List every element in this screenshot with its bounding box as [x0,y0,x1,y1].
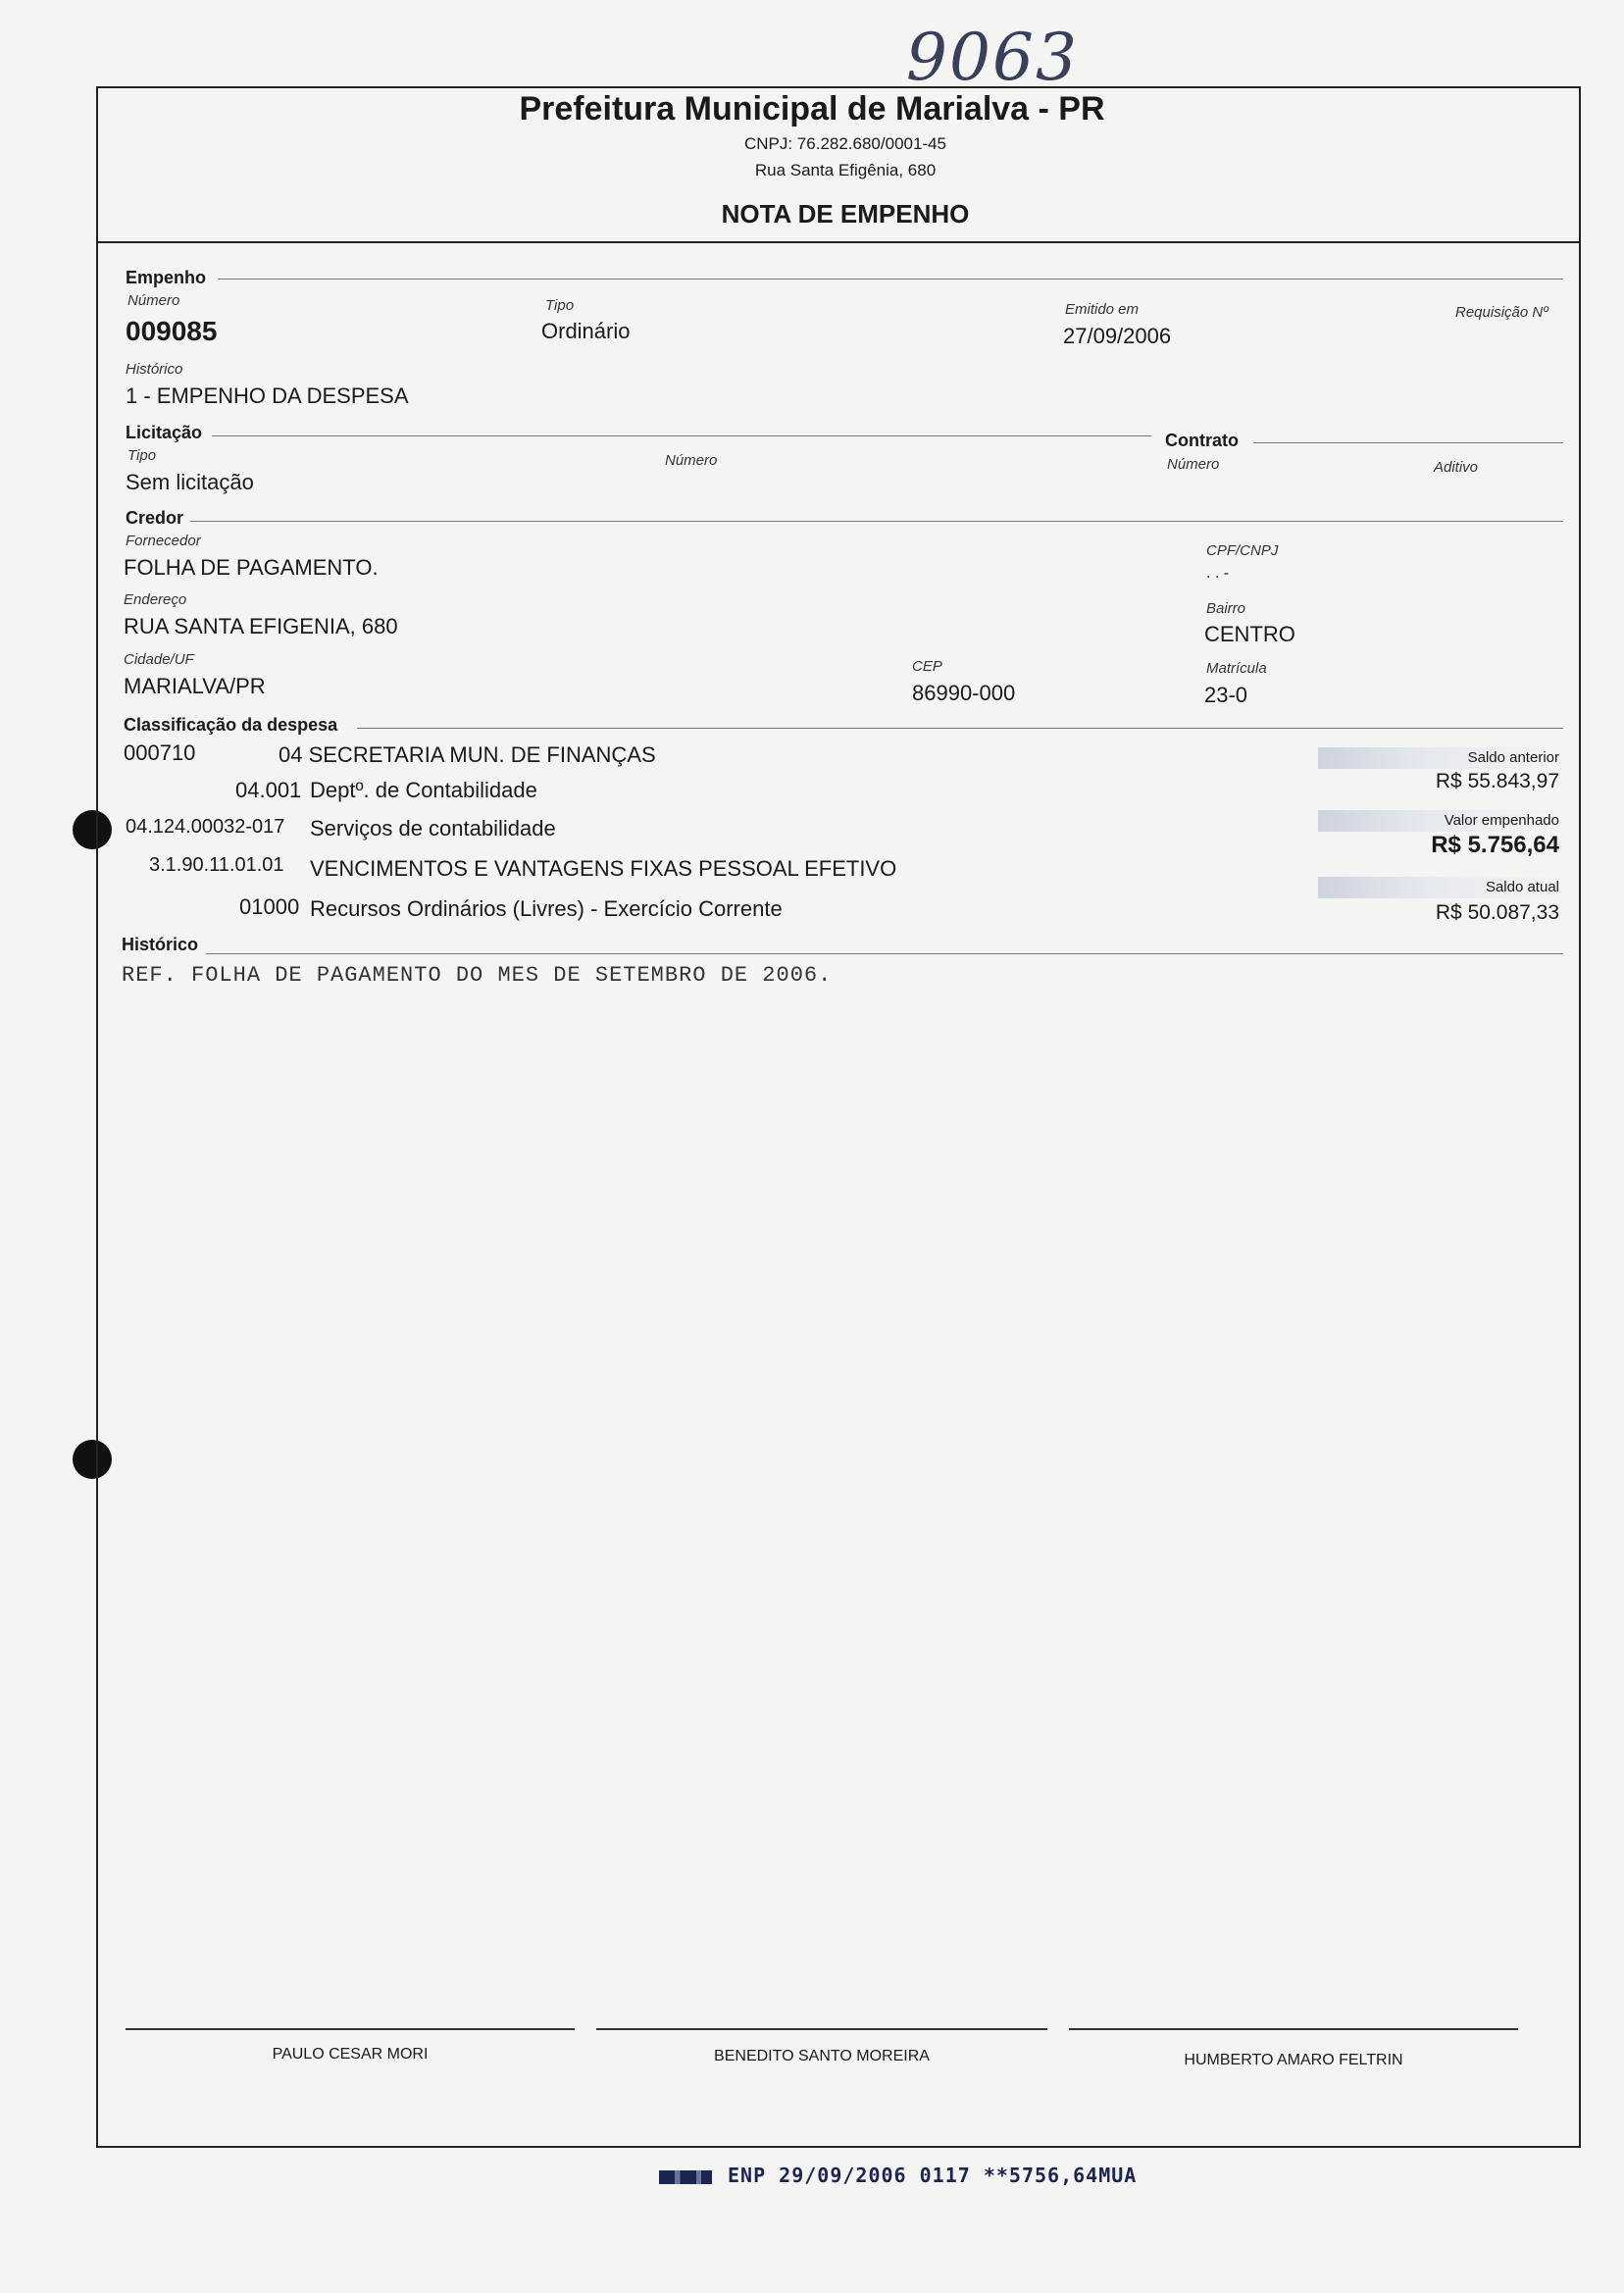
emitido-date: 27/09/2006 [1063,324,1172,348]
saldo-anterior-value: R$ 55.843,97 [1435,770,1559,792]
page-title: Prefeitura Municipal de Marialva - PR [519,90,1105,127]
header-separator [96,241,1581,243]
saldo-atual-value: R$ 50.087,33 [1435,901,1559,924]
classificacao-code: 01000 [239,894,300,919]
section-historico: Histórico [122,935,199,954]
section-rule [206,953,1563,954]
section-contrato: Contrato [1165,431,1239,450]
section-empenho: Empenho [126,268,207,287]
address-text: Rua Santa Efigênia, 680 [754,161,937,179]
handwritten-document-number: 9063 [906,20,1079,95]
endereco-value: RUA SANTA EFIGENIA, 680 [124,614,398,638]
footer-stamp [659,2164,1137,2187]
signature-name: PAULO CESAR MORI [272,2046,429,2063]
endereco-label: Endereço [124,591,187,608]
empenho-numero: 009085 [126,316,218,346]
matricula-label: Matrícula [1206,660,1267,677]
signature-name: BENEDITO SANTO MOREIRA [714,2048,930,2064]
empenho-tipo-label: Tipo [545,297,575,314]
classificacao-text: VENCIMENTOS E VANTAGENS FIXAS PESSOAL EFETIVO [310,856,897,881]
classificacao-code: 04.001 [235,778,302,802]
saldo-anterior-label: Saldo anterior [1318,747,1563,769]
cpf-label: CPF/CNPJ [1206,542,1279,559]
fornecedor-label: Fornecedor [126,533,201,549]
classificacao-text: Deptº. de Contabilidade [310,778,537,802]
cep-label: CEP [912,658,942,675]
cidade-value: MARIALVA/PR [124,674,266,698]
empenho-historico-label: Histórico [126,361,183,378]
fornecedor-value: FOLHA DE PAGAMENTO. [124,555,379,580]
section-licitacao: Licitação [126,423,203,442]
empenho-historico: 1 - EMPENHO DA DESPESA [126,383,409,408]
section-credor: Credor [126,508,184,528]
contrato-aditivo-label: Aditivo [1434,459,1479,476]
document-title: NOTA DE EMPENHO [721,199,970,229]
classificacao-text: 04 SECRETARIA MUN. DE FINANÇAS [279,742,656,767]
cpf-value: . . - [1206,565,1230,582]
section-rule [357,728,1563,729]
saldo-atual-label: Saldo atual [1318,877,1563,898]
signature-line [1069,2028,1518,2030]
classificacao-code: 04.124.00032-017 [126,816,285,838]
classificacao-text: Recursos Ordinários (Livres) - Exercício Corrente [310,896,783,921]
empenho-numero-label: Número [127,292,180,309]
footer-stamp-text: ENP 29/09/2006 0117 **5756,64MUA [728,2164,1138,2187]
requisicao-label: Requisição Nº [1455,304,1548,321]
licitacao-numero-label: Número [665,452,718,469]
bairro-label: Bairro [1206,600,1246,617]
section-rule [218,279,1563,280]
cnpj-text: CNPJ: 76.282.680/0001-45 [743,134,947,153]
licitacao-tipo-label: Tipo [127,447,157,464]
cep-value: 86990-000 [912,681,1016,705]
licitacao-tipo: Sem licitação [126,470,254,494]
matricula-value: 23-0 [1204,683,1248,707]
classificacao-text: Serviços de contabilidade [310,816,556,841]
cidade-label: Cidade/UF [124,651,194,668]
section-rule [190,521,1563,522]
signature-name: HUMBERTO AMARO FELTRIN [1184,2052,1403,2068]
historico-text: REF. FOLHA DE PAGAMENTO DO MES DE SETEMBRO DE 2006. [122,963,833,988]
signature-line [596,2028,1047,2030]
empenho-tipo: Ordinário [541,319,631,343]
section-classificacao: Classificação da despesa [124,715,338,735]
bairro-value: CENTRO [1204,622,1295,646]
emitido-label: Emitido em [1065,301,1140,318]
valor-empenhado-label: Valor empenhado [1318,810,1563,832]
classificacao-code: 3.1.90.11.01.01 [149,854,284,876]
section-rule [212,435,1151,436]
stamp-logo-icon [659,2170,712,2184]
signature-line [126,2028,575,2030]
classificacao-code: 000710 [124,740,196,765]
section-rule [1253,442,1563,443]
valor-empenhado-value: R$ 5.756,64 [1431,832,1559,858]
contrato-numero-label: Número [1167,456,1220,473]
